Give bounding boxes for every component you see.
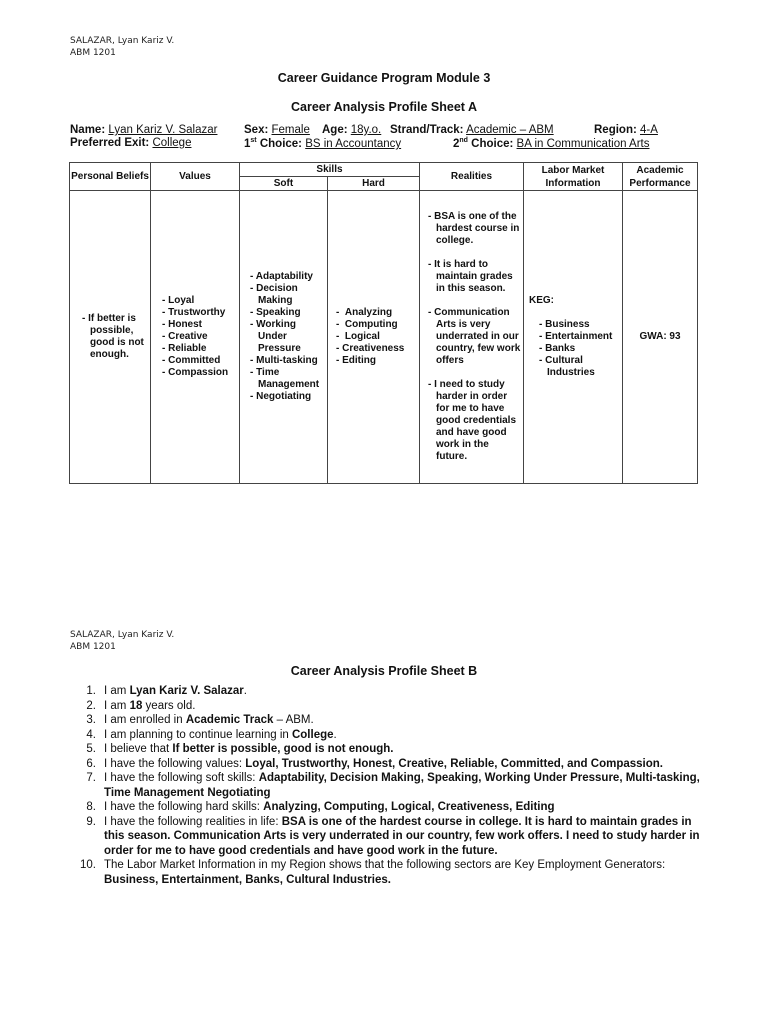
sheet-a-title: Career Analysis Profile Sheet A [291, 100, 477, 114]
list-item: 4. I am planning to continue learning in College. [86, 728, 337, 741]
list-item: - Banks [539, 343, 576, 354]
preferred-exit-field: Preferred Exit: College [70, 137, 192, 149]
realities-list [428, 211, 521, 463]
header-skills: Skills [240, 163, 420, 177]
list-item: - Entertainment [539, 331, 613, 342]
list-item: - Communication Arts is very underrated in our country, few work offers [428, 307, 521, 366]
header-personal-beliefs: Personal Beliefs [70, 163, 151, 191]
sex-field: Sex: Female [244, 124, 310, 136]
section-code: ABM 1201 [70, 642, 116, 652]
list-item: - Cultural Industries [539, 355, 595, 378]
list-item: - Loyal [162, 295, 195, 306]
list-item: 8. I have the following hard skills: Analyzing, Computing, Logical, Creativeness, Editing [86, 801, 555, 813]
list-item: - If better is possible, good is not enough. [82, 313, 144, 360]
page1-header [70, 35, 174, 59]
keg-label: KEG: [529, 295, 554, 306]
values-list [162, 295, 239, 379]
gwa-value: GWA: 93 [639, 331, 681, 342]
list-item: 6. I have the following values: Loyal, Trustworthy, Honest, Creative, Reliable, Committed, and Compassion. [86, 757, 663, 770]
author-name: SALAZAR, Lyan Kariz V. [70, 36, 175, 46]
list-item: - Multi-tasking [250, 355, 318, 366]
sheet-b-title: Career Analysis Profile Sheet B [290, 664, 478, 678]
strand-field: Strand/Track: Academic – ABM [390, 124, 554, 136]
header-soft: Soft [240, 177, 328, 191]
soft-skills-cell [240, 191, 328, 484]
list-item: - Computing [336, 319, 398, 330]
author-name: SALAZAR, Lyan Kariz V. [70, 630, 175, 640]
realities-cell [420, 191, 524, 484]
list-item: - Negotiating [250, 391, 312, 402]
list-item: - Analyzing [336, 307, 393, 318]
header-labor-market: Labor Market Information [524, 163, 623, 191]
list-item: - Creativeness [336, 343, 405, 354]
section-code: ABM 1201 [70, 48, 116, 58]
list-item: 5. I believe that If better is possible, good is not enough. [86, 743, 394, 755]
header-values: Values [151, 163, 240, 191]
name-field: Name: Lyan Kariz V. Salazar [70, 124, 218, 136]
labor-market-list [529, 319, 622, 379]
labor-market-cell [524, 191, 623, 484]
sheet-b-list [70, 684, 700, 887]
list-item: 7. I have the following soft skills: Adaptability, Decision Making, Speaking, Working Under Pressure, Multi-tasking, Time Management Negotiating [86, 772, 700, 799]
list-item: - Editing [336, 355, 376, 366]
first-choice-field: 1st Choice: BS in Accountancy [244, 137, 402, 150]
list-item: - Decision Making [250, 283, 298, 306]
list-item: - Business [539, 319, 590, 330]
list-item: 1. I am Lyan Kariz V. Salazar. [86, 685, 247, 697]
list-item: - Speaking [250, 307, 301, 318]
list-item: - BSA is one of the hardest course in college. [428, 211, 520, 246]
list-item: - Trustworthy [162, 307, 226, 318]
list-item: - Time Management [250, 367, 320, 390]
list-item: - Creative [162, 331, 208, 342]
age-field: Age: 18y.o. [322, 124, 382, 136]
soft-skills-list [250, 271, 325, 403]
list-item: - Committed [162, 355, 221, 366]
module-title: Career Guidance Program Module 3 [277, 71, 491, 85]
second-choice-field: 2nd Choice: BA in Communication Arts [453, 137, 650, 150]
values-cell [151, 191, 240, 484]
list-item: - Working Under Pressure [250, 319, 301, 354]
personal-beliefs-cell [70, 191, 151, 484]
list-item: - Logical [336, 331, 380, 342]
list-item: - It is hard to maintain grades in this season. [428, 259, 513, 294]
list-item: - Adaptability [250, 271, 313, 282]
list-item: - Reliable [162, 343, 207, 354]
list-item: - Honest [162, 319, 203, 330]
list-item: 3. I am enrolled in Academic Track – ABM. [86, 714, 314, 726]
list-item: - I need to study harder in order for me to have good credentials and have good work in the future. [428, 379, 517, 462]
hard-skills-cell [328, 191, 420, 484]
page2-header [70, 629, 174, 653]
region-field: Region: 4-A [594, 124, 658, 136]
profile-info-row2 [70, 137, 700, 151]
header-hard: Hard [328, 177, 420, 191]
list-item: - Compassion [162, 367, 229, 378]
profile-info-row1 [70, 124, 700, 138]
personal-beliefs-list [82, 313, 146, 361]
academic-performance-cell [623, 191, 698, 484]
list-item: 10. The Labor Market Information in my Region shows that the following sectors are Key Employment Generators: Business, Entertainment, Banks, Cultural Industries. [80, 859, 666, 886]
header-realities: Realities [420, 163, 524, 191]
hard-skills-list [336, 307, 419, 367]
list-item: 9. I have the following realities in life: BSA is one of the hardest course in college. It is hard to maintain grades in this season. Communication Arts is very underrated in our country, few work offers. I need to study harder in order for me to have good credentials and have good work in the future. [86, 815, 700, 857]
career-analysis-table [69, 162, 698, 484]
list-item: 2. I am 18 years old. [86, 699, 196, 712]
header-academic-performance: Academic Performance [623, 163, 698, 191]
